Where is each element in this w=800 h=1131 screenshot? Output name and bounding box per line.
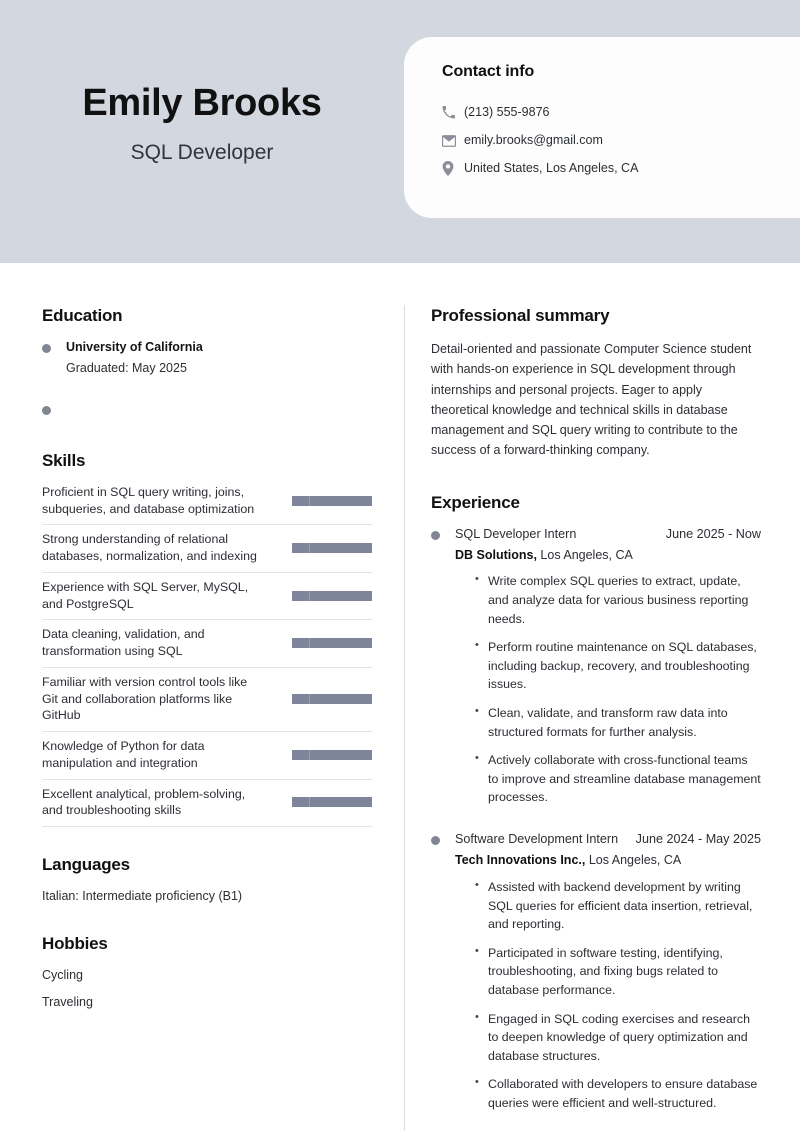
education-school: University of California xyxy=(66,340,203,354)
contact-phone-value: (213) 555-9876 xyxy=(464,105,550,120)
section-title-hobbies: Hobbies xyxy=(42,933,108,953)
skill-name: Data cleaning, validation, and transformation using SQL xyxy=(42,627,205,659)
skill-bar-tick xyxy=(309,694,310,704)
contact-info-card xyxy=(404,37,800,218)
education-item xyxy=(42,401,372,423)
experience-header xyxy=(455,831,761,848)
experience-bullet: • Write complex SQL queries to extract, update, and analyze data for various business reporting needs. xyxy=(475,572,761,628)
bullet-dot-icon xyxy=(42,406,51,415)
skill-name: Knowledge of Python for data manipulation and integration xyxy=(42,739,205,770)
section-title-experience: Experience xyxy=(431,492,520,512)
experience-company-name: DB Solutions, xyxy=(455,547,537,562)
contact-list xyxy=(442,99,800,182)
experience-company-line xyxy=(455,852,761,869)
section-hobbies xyxy=(42,906,372,1012)
section-title-languages: Languages xyxy=(42,855,130,875)
experience-bullet: • Engaged in SQL coding exercises and research to deepen knowledge of query optimization and database structures. xyxy=(475,1010,761,1066)
skill-bar-tick xyxy=(309,750,310,760)
skill-bar-tick xyxy=(309,591,310,601)
experience-company-line xyxy=(455,547,761,564)
phone-icon xyxy=(442,106,464,119)
section-professional-summary xyxy=(431,263,761,461)
skill-bar-tick xyxy=(309,797,310,807)
hobby-item: Cycling xyxy=(42,967,83,982)
language-item: Italian: Intermediate proficiency (B1) xyxy=(42,889,243,904)
experience-company-location: Los Angeles, CA xyxy=(585,853,682,868)
header-band xyxy=(0,0,800,263)
skill-level-bar xyxy=(292,543,372,553)
skill-level-bar xyxy=(292,797,372,807)
contact-email-value: emily.brooks@gmail.com xyxy=(464,133,603,148)
section-title-summary: Professional summary xyxy=(431,306,610,325)
experience-bullet: • Collaborated with developers to ensure database queries were efficient and well-structured. xyxy=(475,1075,761,1112)
bullet-dot-icon xyxy=(431,531,440,540)
experience-header xyxy=(455,526,761,543)
skill-level-bar xyxy=(292,591,372,601)
skill-row xyxy=(42,525,372,572)
skill-level-bar xyxy=(292,496,372,506)
body-area xyxy=(0,263,800,1131)
section-title-education: Education xyxy=(42,306,123,325)
section-languages xyxy=(42,827,372,906)
experience-item xyxy=(431,526,761,808)
contact-item-email[interactable] xyxy=(442,127,800,154)
skill-name: Experience with SQL Server, MySQL, and PostgreSQL xyxy=(42,579,249,611)
bullet-dot-icon xyxy=(42,344,51,353)
education-item xyxy=(42,339,372,377)
job-title: SQL Developer xyxy=(130,140,274,164)
experience-item xyxy=(431,831,761,1113)
skill-bar-tick xyxy=(309,543,310,553)
summary-text: Detail-oriented and passionate Computer Science student with hands-on experience in SQL development through internships and personal projects. Eager to apply theoretical knowledge and technical skills in database management and SQL query writing to contribute to the success of a forward-thinking company. xyxy=(431,342,752,458)
experience-role: SQL Developer Intern xyxy=(455,526,577,541)
skill-level-bar xyxy=(292,694,372,704)
envelope-icon xyxy=(442,134,464,148)
skill-row xyxy=(42,573,372,620)
section-skills xyxy=(42,423,372,827)
experience-company-name: Tech Innovations Inc., xyxy=(455,853,586,868)
skill-bar-tick xyxy=(309,496,310,506)
contact-location-value: United States, Los Angeles, CA xyxy=(464,161,639,176)
full-name: Emily Brooks xyxy=(82,82,322,124)
skill-row xyxy=(42,620,372,667)
experience-role: Software Development Intern xyxy=(455,832,619,847)
skill-row xyxy=(42,780,372,827)
experience-bullets xyxy=(455,878,761,1113)
skill-row xyxy=(42,668,372,732)
education-date: Graduated: May 2025 xyxy=(66,360,187,375)
skill-level-bar xyxy=(292,750,372,760)
experience-bullets xyxy=(455,572,761,807)
skills-list xyxy=(42,482,372,827)
experience-bullet: • Perform routine maintenance on SQL databases, including backup, recovery, and troubleshooting issues. xyxy=(475,638,761,694)
contact-info-heading: Contact info xyxy=(442,63,535,80)
section-title-skills: Skills xyxy=(42,451,86,470)
hobby-item: Traveling xyxy=(42,995,93,1010)
location-pin-icon xyxy=(442,161,464,176)
identity-block xyxy=(0,82,404,165)
experience-company-location: Los Angeles, CA xyxy=(536,547,633,562)
section-experience xyxy=(431,461,761,1113)
contact-item-phone[interactable] xyxy=(442,99,800,126)
experience-bullet: • Clean, validate, and transform raw data into structured formats for further analysis. xyxy=(475,704,761,741)
experience-date: June 2025 - Now xyxy=(665,526,761,541)
skill-bar-tick xyxy=(309,638,310,648)
skill-name: Familiar with version control tools like Git and collaboration platforms like GitHub xyxy=(42,674,248,723)
bullet-dot-icon xyxy=(431,836,440,845)
skill-name: Excellent analytical, problem-solving, and troubleshooting skills xyxy=(42,786,246,818)
section-education xyxy=(42,263,372,423)
right-column xyxy=(431,263,761,1113)
education-list xyxy=(42,339,372,423)
contact-item-location[interactable] xyxy=(442,155,800,182)
column-divider xyxy=(404,305,405,1131)
left-column xyxy=(42,263,372,1012)
skill-level-bar xyxy=(292,638,372,648)
experience-list xyxy=(431,526,761,1113)
experience-bullet: • Actively collaborate with cross-functional teams to improve and streamline database management processes. xyxy=(475,751,761,807)
experience-bullet: • Assisted with backend development by writing SQL queries for efficient data insertion, retrieval, and reporting. xyxy=(475,878,761,934)
experience-bullet: • Participated in software testing, identifying, troubleshooting, and fixing bugs related to database performance. xyxy=(475,944,761,1000)
skill-row xyxy=(42,732,372,779)
skill-row xyxy=(42,482,372,525)
skill-name: Strong understanding of relational databases, normalization, and indexing xyxy=(42,532,257,564)
experience-date: June 2024 - May 2025 xyxy=(635,832,761,847)
skill-name: Proficient in SQL query writing, joins, subqueries, and database optimization xyxy=(42,485,255,516)
